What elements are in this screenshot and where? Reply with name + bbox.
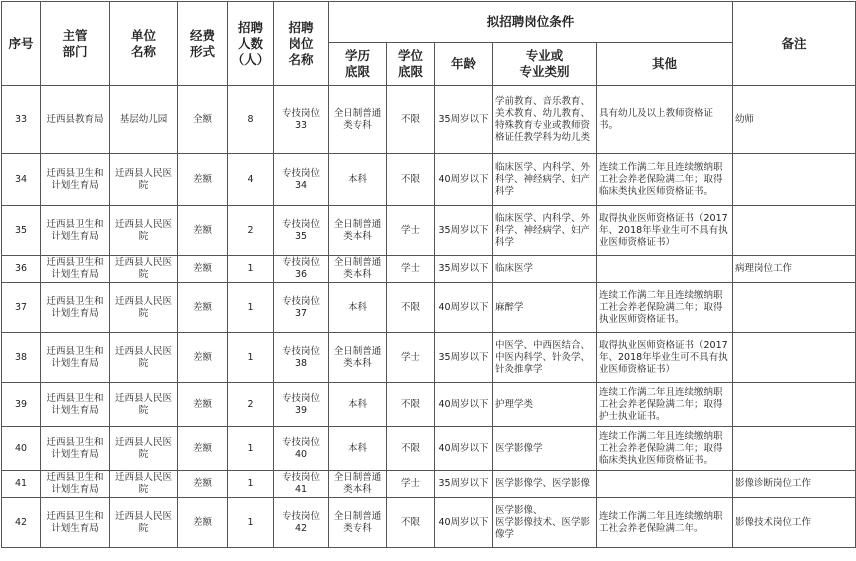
cell-funding: 差额 [178, 498, 228, 548]
cell-dept: 迁西县卫生和 计划生育局 [41, 283, 110, 333]
cell-unit: 迁西县人民医 院 [110, 498, 178, 548]
cell-unit: 迁西县人民医 院 [110, 256, 178, 283]
header-seq: 序号 [2, 2, 41, 86]
table-row [2, 471, 856, 498]
cell-edu: 全日制普通 类专科 [329, 498, 387, 548]
cell-dept: 迁西县卫生和 计划生育局 [41, 498, 110, 548]
cell-post: 专技岗位 38 [274, 333, 329, 383]
cell-dept: 迁西县卫生和 计划生育局 [41, 333, 110, 383]
cell-degree: 不限 [387, 383, 435, 427]
cell-remark: 影像技术岗位工作 [733, 498, 856, 548]
cell-dept: 迁西县卫生和 计划生育局 [41, 383, 110, 427]
cell-seq: 36 [2, 256, 41, 283]
cell-seq: 40 [2, 427, 41, 471]
cell-funding: 全额 [178, 86, 228, 154]
cell-seq: 35 [2, 206, 41, 256]
cell-funding: 差额 [178, 283, 228, 333]
cell-count: 2 [228, 383, 274, 427]
cell-degree: 学士 [387, 471, 435, 498]
cell-post: 专技岗位 42 [274, 498, 329, 548]
table-row [2, 498, 856, 548]
cell-edu: 全日制普通 类专科 [329, 86, 387, 154]
cell-edu: 本科 [329, 283, 387, 333]
cell-count: 1 [228, 333, 274, 383]
cell-major: 麻醉学 [493, 283, 597, 333]
cell-count: 1 [228, 427, 274, 471]
cell-major: 学前教育、音乐教育、 美术教育、幼儿教育、 特殊教育专业或教师资 格证任教学科为幼儿类 [493, 86, 597, 154]
cell-funding: 差额 [178, 154, 228, 206]
cell-degree: 不限 [387, 86, 435, 154]
cell-edu: 本科 [329, 154, 387, 206]
cell-unit: 迁西县人民医 院 [110, 154, 178, 206]
cell-post: 专技岗位 33 [274, 86, 329, 154]
cell-age: 40周岁以下 [435, 154, 493, 206]
cell-dept: 迁西县教育局 [41, 86, 110, 154]
cell-remark: 影像诊断岗位工作 [733, 471, 856, 498]
cell-seq: 41 [2, 471, 41, 498]
header-count: 招聘 人数 （人） [228, 2, 274, 86]
cell-age: 40周岁以下 [435, 383, 493, 427]
cell-age: 40周岁以下 [435, 283, 493, 333]
cell-count: 8 [228, 86, 274, 154]
cell-unit: 迁西县人民医 院 [110, 471, 178, 498]
cell-count: 1 [228, 471, 274, 498]
cell-other: 连续工作满二年且连续缴纳职 工社会养老保险满二年。 [597, 498, 733, 548]
cell-dept: 迁西县卫生和 计划生育局 [41, 154, 110, 206]
cell-funding: 差额 [178, 471, 228, 498]
cell-dept: 迁西县卫生和 计划生育局 [41, 427, 110, 471]
cell-unit: 迁西县人民医 院 [110, 383, 178, 427]
table-row [2, 383, 856, 427]
header-post: 招聘 岗位 名称 [274, 2, 329, 86]
cell-post: 专技岗位 40 [274, 427, 329, 471]
cell-degree: 学士 [387, 206, 435, 256]
cell-major: 医学影像学、医学影像 [493, 471, 597, 498]
cell-seq: 34 [2, 154, 41, 206]
cell-count: 1 [228, 256, 274, 283]
cell-remark [733, 427, 856, 471]
cell-other: 连续工作满二年且连续缴纳职 工社会养老保险满二年；取得 临床类执业医师资格证书。 [597, 154, 733, 206]
cell-remark [733, 206, 856, 256]
cell-funding: 差额 [178, 427, 228, 471]
header-funding: 经费 形式 [178, 2, 228, 86]
cell-major: 临床医学、内科学、外 科学、神经病学、妇产 科学 [493, 154, 597, 206]
header-conditions: 拟招聘岗位条件 [329, 2, 733, 43]
cell-remark [733, 383, 856, 427]
cell-seq: 38 [2, 333, 41, 383]
header-major: 专业或 专业类别 [493, 43, 597, 86]
cell-degree: 不限 [387, 154, 435, 206]
cell-edu: 全日制普通 类本科 [329, 333, 387, 383]
cell-other: 取得执业医师资格证书（2017 年、2018年毕业生可不具有执 业医师资格证书） [597, 333, 733, 383]
table-row [2, 86, 856, 154]
table-row [2, 154, 856, 206]
cell-count: 4 [228, 154, 274, 206]
cell-age: 40周岁以下 [435, 498, 493, 548]
cell-major: 医学影像、 医学影像技术、医学影 像学 [493, 498, 597, 548]
cell-seq: 37 [2, 283, 41, 333]
cell-seq: 39 [2, 383, 41, 427]
cell-major: 临床医学 [493, 256, 597, 283]
cell-degree: 学士 [387, 256, 435, 283]
cell-age: 35周岁以下 [435, 471, 493, 498]
header-unit: 单位 名称 [110, 2, 178, 86]
header-edu: 学历 底限 [329, 43, 387, 86]
table-row [2, 206, 856, 256]
table-row [2, 256, 856, 283]
cell-unit: 迁西县人民医 院 [110, 333, 178, 383]
cell-post: 专技岗位 34 [274, 154, 329, 206]
cell-edu: 本科 [329, 427, 387, 471]
cell-unit: 迁西县人民医 院 [110, 283, 178, 333]
table-row [2, 427, 856, 471]
cell-other: 连续工作满二年且连续缴纳职 工社会养老保险满二年；取得 护士执业证书。 [597, 383, 733, 427]
recruitment-table [1, 1, 856, 548]
cell-unit: 迁西县人民医 院 [110, 427, 178, 471]
cell-other [597, 256, 733, 283]
cell-degree: 学士 [387, 333, 435, 383]
cell-dept: 迁西县卫生和 计划生育局 [41, 206, 110, 256]
cell-post: 专技岗位 35 [274, 206, 329, 256]
cell-funding: 差额 [178, 333, 228, 383]
cell-age: 35周岁以下 [435, 206, 493, 256]
header-other: 其他 [597, 43, 733, 86]
header-remark: 备注 [733, 2, 856, 86]
cell-count: 2 [228, 206, 274, 256]
cell-remark [733, 283, 856, 333]
cell-major: 临床医学、内科学、外 科学、神经病学、妇产 科学 [493, 206, 597, 256]
cell-edu: 全日制普通 类本科 [329, 206, 387, 256]
cell-degree: 不限 [387, 498, 435, 548]
cell-post: 专技岗位 41 [274, 471, 329, 498]
cell-major: 中医学、中西医结合、 中医内科学、针灸学、 针灸推拿学 [493, 333, 597, 383]
cell-funding: 差额 [178, 206, 228, 256]
cell-other: 具有幼儿及以上教师资格证书。 [597, 86, 733, 154]
cell-count: 1 [228, 498, 274, 548]
cell-other: 连续工作满二年且连续缴纳职 工社会养老保险满二年；取得 执业医师资格证书。 [597, 283, 733, 333]
header-age: 年龄 [435, 43, 493, 86]
cell-dept: 迁西县卫生和 计划生育局 [41, 256, 110, 283]
cell-remark [733, 154, 856, 206]
cell-edu: 本科 [329, 383, 387, 427]
cell-age: 35周岁以下 [435, 256, 493, 283]
cell-post: 专技岗位 36 [274, 256, 329, 283]
cell-degree: 不限 [387, 283, 435, 333]
cell-post: 专技岗位 37 [274, 283, 329, 333]
cell-count: 1 [228, 283, 274, 333]
cell-edu: 全日制普通 类本科 [329, 471, 387, 498]
cell-edu: 全日制普通 类本科 [329, 256, 387, 283]
header-degree: 学位 底限 [387, 43, 435, 86]
cell-age: 40周岁以下 [435, 427, 493, 471]
cell-post: 专技岗位 39 [274, 383, 329, 427]
cell-other: 连续工作满二年且连续缴纳职 工社会养老保险满二年；取得 临床类执业医师资格证书。 [597, 427, 733, 471]
cell-unit: 迁西县人民医 院 [110, 206, 178, 256]
cell-funding: 差额 [178, 383, 228, 427]
cell-seq: 42 [2, 498, 41, 548]
cell-unit: 基层幼儿园 [110, 86, 178, 154]
cell-major: 护理学类 [493, 383, 597, 427]
cell-funding: 差额 [178, 256, 228, 283]
cell-other [597, 471, 733, 498]
cell-remark: 幼师 [733, 86, 856, 154]
cell-major: 医学影像学 [493, 427, 597, 471]
cell-age: 35周岁以下 [435, 86, 493, 154]
cell-age: 35周岁以下 [435, 333, 493, 383]
header-dept: 主管 部门 [41, 2, 110, 86]
table-row [2, 333, 856, 383]
cell-remark: 病理岗位工作 [733, 256, 856, 283]
cell-seq: 33 [2, 86, 41, 154]
cell-other: 取得执业医师资格证书（2017 年、2018年毕业生可不具有执 业医师资格证书） [597, 206, 733, 256]
cell-remark [733, 333, 856, 383]
cell-degree: 不限 [387, 427, 435, 471]
cell-dept: 迁西县卫生和 计划生育局 [41, 471, 110, 498]
table-row [2, 283, 856, 333]
